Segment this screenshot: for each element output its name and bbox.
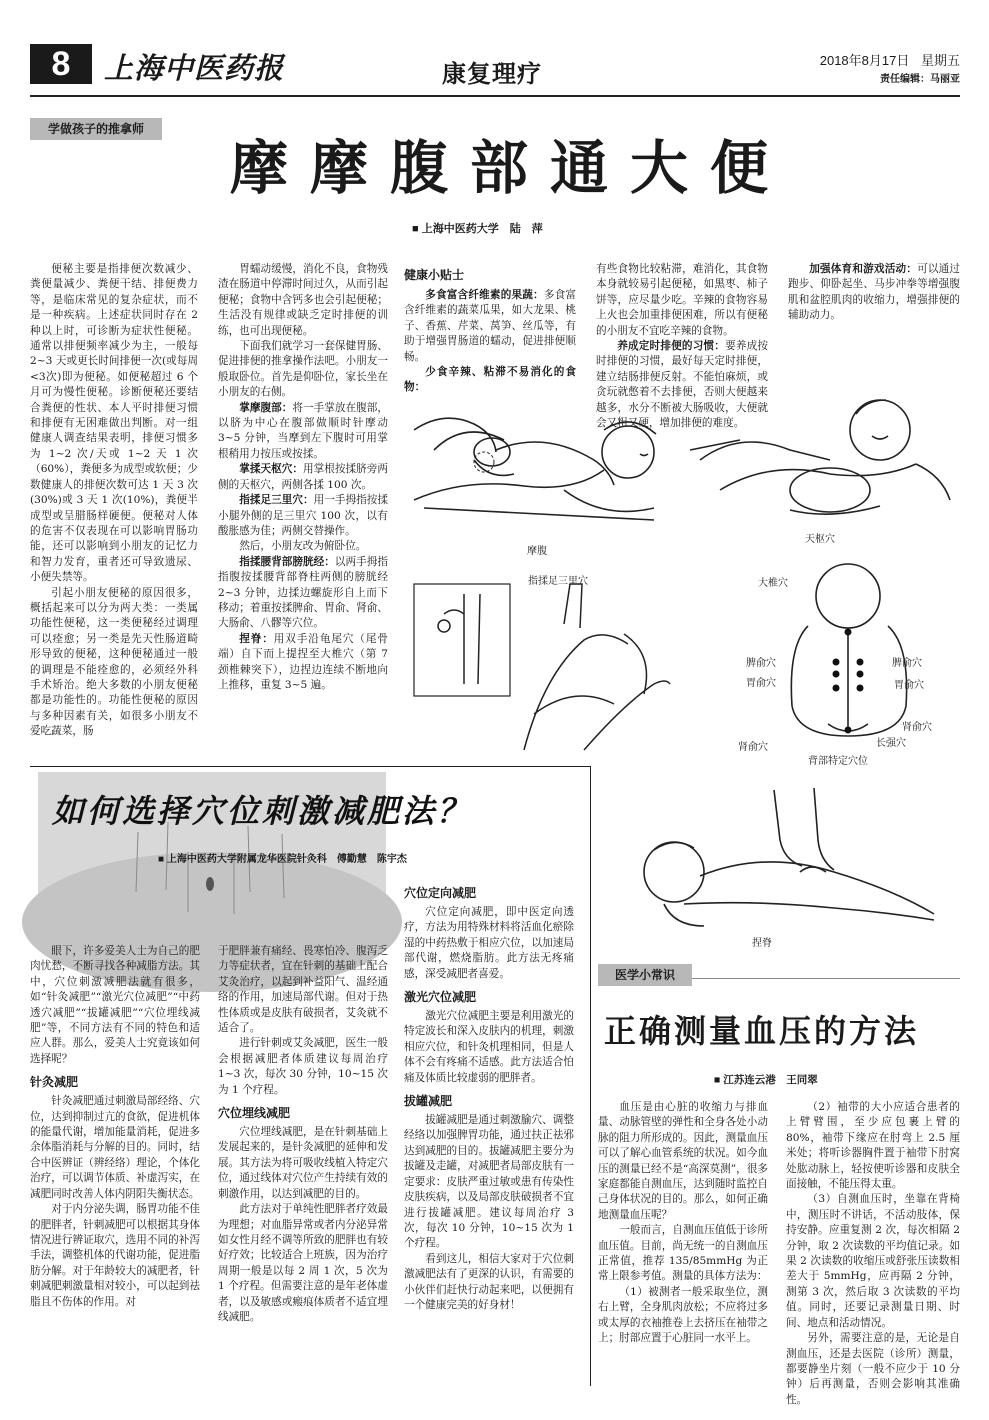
paragraph: 引起小朋友便秘的原因很多，概括起来可以分为两大类：一类属功能性便秘，这一类便秘经过调理可以痊愈；另一类是先天性肠道畸形导致的便秘，这种便秘通过一般的调理是不能痊愈的，必须经外科手术矫治。绝大多数的小朋友便秘都是功能性的。功能性便秘的原因与多种因素有关，如很多小朋友不爱吃蔬菜，肠 bbox=[30, 586, 198, 738]
tips-col1 bbox=[404, 288, 576, 396]
paragraph: 穴位埋线减肥，是在针刺基础上发展起来的，是针灸减肥的延伸和发展。其方法为将可吸收线植入特定穴位，通过线体对穴位产生持续有效的刺激作用，以达到减肥的目的。 bbox=[218, 1126, 388, 1200]
baby-abdomen-illustration bbox=[404, 390, 670, 540]
column-tag: 医学小常识 bbox=[598, 964, 692, 986]
subheading: 穴位埋线减肥 bbox=[218, 1106, 291, 1121]
acupoint-label: 长强穴 bbox=[876, 738, 906, 749]
article-byline: ■ 上海中医药大学 陆 萍 bbox=[412, 223, 543, 235]
tianshu-illustration bbox=[680, 390, 960, 530]
article-title: 摩摩腹部通大便 bbox=[229, 134, 790, 202]
acupoint-label: 大椎穴 bbox=[758, 578, 788, 589]
article-byline: ■ 上海中医药大学附属龙华医院针灸科 傅勤慧 陈宇杰 bbox=[158, 854, 407, 865]
tip-item: 多食富含纤维素的果蔬：多食富含纤维素的蔬菜瓜果，如大龙果、桃子、香蕉、芹菜、莴笋、丝瓜等，有助于增强胃肠道的蠕动，促进排便顺畅。 bbox=[404, 289, 577, 363]
figure-back-acupoints bbox=[728, 556, 960, 766]
article2-col3 bbox=[404, 878, 574, 1313]
paragraph: 对于内分泌失调，肠胃功能不佳的肥胖者，针刺减肥可以根据其身体情况进行辨证取穴，选用不同的补泻手法，调整机体的代谢功能，促进脂肪分解。对于年龄较大的减肥者，针刺减肥刺激量相对较小，可以起到祛脂且不伤体的作用。对 bbox=[30, 1203, 200, 1308]
technique-paragraph: 掌摩腹部：将一手掌放在腹部，以脐为中心在腹部做顺时针摩动 3~5 分钟，当摩到左下腹时可用掌根稍用力按压或按揉。 bbox=[218, 401, 389, 460]
tip-item: 加强体育和游戏活动：可以通过跑步、仰卧起坐、马步冲拳等增强腹肌和盆腔肌肉的收缩力，增强排便的辅助动力。 bbox=[788, 263, 961, 322]
paragraph: 便秘主要是指排便次数减少、粪便量减少、粪便干结、排便费力等，是临床常见的复杂症状，而不是一种疾病。上述症状同时存在 2 种以上时，可诊断为症状性便秘。通常以排便频率减少为主，一般每 2~3 天或更长时间排便一次(或每周<3次)即为便秘。如便秘超过 6 个月可为慢性便秘。诊断便秘还要结合粪便的性状、本人平时排便习惯和排便有无困难做出判断。对一组健康人调查结果表明，排便习惯多为 1~2 次/天或 1~2 天 1 次（60%），粪便多为成型或软便；少数健康人的排便次数可达 1 天 3 次(30%)或 3 天 1 次(10%)，粪便半成型或呈腊肠样硬便。便秘对人体的危害不仅表现在可以影响胃肠功能，还可以影响到小朋友的记忆力和智力发育，重者还可导致遗尿、小便失禁等。 bbox=[30, 263, 198, 584]
section-divider bbox=[30, 766, 590, 767]
figure-caption: 捏脊 bbox=[752, 938, 772, 949]
pinch-spine-illustration bbox=[604, 780, 960, 930]
paragraph: 激光穴位减肥主要是利用激光的特定波长和深入皮肤内的机理，刺激相应穴位，和针灸机理相同，但是人体不会有疼痛不适感。此方法适合怕痛及体质比较虚弱的肥胖者。 bbox=[404, 1010, 574, 1084]
paragraph: 另外，需要注意的是，无论是自测血压，还是去医院（诊所）测量，都要静坐片刻（一般不应少于 10 分钟）后再测量，否则会影响其准确性。 bbox=[786, 1332, 960, 1406]
subheading: 激光穴位减肥 bbox=[404, 990, 477, 1005]
technique-paragraph: 捏脊：用双手沿龟尾穴（尾骨端）自下而上提捏至大椎穴（第 7 颈椎棘突下），边捏边连续不断地向上推移，重复 3~5 遍。 bbox=[218, 632, 389, 691]
article3-col2 bbox=[786, 1100, 960, 1408]
article-title: 如何选择穴位刺激减肥法？ bbox=[52, 792, 473, 830]
page-number: 8 bbox=[30, 44, 92, 84]
paragraph: 针灸减肥通过刺激局部经络、穴位，达到抑制过亢的食欲，促进机体的能量代谢，增加能量消耗，促进多余体脂消耗与分解的目的。同时，结合中医辨证（辨经络）理论，个体化治疗，可以调节体质、补虚泻实，在减肥同时改善人体内阴阳失衡状态。 bbox=[30, 1095, 200, 1200]
column-divider bbox=[590, 766, 591, 1386]
figure-caption: 背部特定穴位 bbox=[808, 756, 868, 767]
figure-zusanli bbox=[404, 564, 674, 750]
subheading: 穴位定向减肥 bbox=[404, 886, 477, 900]
paragraph: 穴位定向减肥，即中医定向透疗，方法为用特殊材料将活血化瘀除湿的中药热敷于相应穴位，以加速局部代谢，燃烧脂肪。此方法无疼痛感，深受减肥者喜爱。 bbox=[404, 906, 574, 980]
figure-tianshu bbox=[680, 390, 960, 550]
paragraph: （3）自测血压时，坐靠在背椅中，测压时不讲话，不活动肢体，保持安静。应重复测 2 次，每次相隔 2 分钟，取 2 次读数的平均值记录。如果 2 次读数的收缩压或舒张压读数相差大于 5mmHg，应再隔 2 分钟，测第 3 次，然后取 3 次读数的平均值。同时，还要记录测量日期、时间、地点和活动情况。 bbox=[786, 1193, 960, 1329]
acupoint-label: 胃俞穴 bbox=[894, 680, 924, 691]
tip-item: 少食辛辣、粘滞不易消化的食物： bbox=[404, 366, 576, 394]
paragraph: （2）袖带的大小应适合患者的上臂臂围，至少应包裹上臂的 80%，袖带下缘应在肘弯上 2.5 厘米处；将听诊器胸件置于袖带下肘窝处肱动脉上，轻按使听诊器和皮肤全面接触，不能压得太重。 bbox=[786, 1101, 960, 1191]
tips-heading: 健康小贴士 bbox=[404, 268, 465, 282]
paragraph: 眼下，许多爱美人士为自己的肥肉忧愁，不断寻找各种减脂方法。其中，穴位刺激减肥法就有很多，如“针灸减肥”“激光穴位减肥”“中药透穴减肥”“拔罐减肥”“穴位埋线减肥”等，不同方法有不同的特色和适应人群。那么，爱美人士究竟该如何选择呢？ bbox=[30, 945, 200, 1065]
tips-box bbox=[404, 262, 961, 430]
technique-paragraph: 掌揉天枢穴：用掌根按揉脐旁两侧的天枢穴，两侧各揉 100 次。 bbox=[218, 463, 389, 491]
acupoint-label: 脾俞穴 bbox=[746, 658, 776, 669]
paragraph: 胃蠕动缓慢，消化不良，食物残渣在肠道中停滞时间过久，从而引起便秘；食物中含钙多也会引起便秘；生活没有规律或缺乏定时排便的训练，也可出现便秘。 bbox=[218, 263, 388, 337]
column-tag: 学做孩子的推拿师 bbox=[30, 118, 162, 140]
subheading: 拔罐减肥 bbox=[404, 1094, 453, 1109]
paragraph: 血压是由心脏的收缩力与排血量、动脉管壁的弹性和全身各处小动脉的阻力所形成的。因此，测量血压可以了解心血管系统的状况。如今血压的测量已经不是“高深莫测”，很多家庭都能自测血压，达到随时监控自己身体状况的目的。那么，如何正确地测量血压呢？ bbox=[598, 1101, 768, 1221]
figure-caption: 指揉足三里穴 bbox=[528, 576, 588, 587]
paragraph: 然后，小朋友改为俯卧位。 bbox=[239, 540, 367, 553]
acupoint-label: 肾俞穴 bbox=[902, 722, 932, 733]
article-title: 正确测量血压的方法 bbox=[604, 1012, 920, 1050]
paragraph: 一般而言，自测血压值低于诊所血压值。目前，尚无统一的自测血压正常值，推荐 135/85mmHg 为正常上限参考值。测量的具体方法为： bbox=[598, 1224, 768, 1283]
article2-col2 bbox=[218, 944, 388, 1325]
figure-abdominal-massage bbox=[404, 390, 670, 560]
acupoint-label: 胃俞穴 bbox=[746, 678, 776, 689]
editor-credit: 责任编辑：马丽亚 bbox=[880, 74, 960, 85]
figure-pinch-spine bbox=[604, 780, 960, 954]
article3-col1 bbox=[598, 1100, 768, 1347]
tip-item: 养成定时排便的习惯：要养成按时排便的习惯，最好每天定时排便，建立结肠排便反射。不能怕麻烦，或贪玩就憋着不去排便，否则大便越来越多，水分不断被大肠吸收，大便就会又粗又硬，增加排便的难度。 bbox=[596, 340, 769, 430]
acupoint-label: 脾俞穴 bbox=[892, 658, 922, 669]
tip-item: 有些食物比较粘滞，难消化，其食物本身就较易引起便秘，如黑枣、柿子饼等，应尽量少吃。辛辣的食物容易上火也会加重排便困难，所以有便秘的小朋友不宜吃辛辣的食物。 bbox=[596, 263, 768, 337]
issue-date bbox=[820, 50, 960, 69]
paragraph: 进行针刺或艾灸减肥，医生一般会根据减肥者体质建议每周治疗 1~3 次，每次 30 分钟，10~15 次为 1 个疗程。 bbox=[218, 1037, 388, 1096]
figure-caption: 天枢穴 bbox=[805, 534, 835, 545]
paragraph: （1）被测者一般采取坐位，测右上臂，全身肌肉放松；不应将过多或太厚的衣袖推卷上去挤压在袖带之上；肘部应置于心脏同一水平上。 bbox=[598, 1285, 768, 1345]
masthead-rule bbox=[30, 95, 960, 97]
acupoint-label: 肾俞穴 bbox=[738, 742, 768, 753]
leg-acupressure-illustration bbox=[404, 564, 674, 750]
article1-col2 bbox=[218, 262, 388, 693]
paragraph: 拔罐减肥是通过刺激腧穴、调整经络以加强脾胃功能，通过扶正祛邪达到减肥的目的。拔罐减肥主要分为拔罐及走罐，对减肥者局部皮肤有一定要求：皮肤严重过敏或患有传染性皮肤疾病，以及局部皮肤破损者不宜进行拔罐减肥。建议每周治疗 3 次，每次 10 分钟，10~15 次为 1 个疗程。 bbox=[404, 1114, 574, 1250]
subheading: 针灸减肥 bbox=[30, 1075, 79, 1090]
paragraph: 下面我们就学习一套保健胃肠、促进排便的推拿操作法吧。小朋友一般取卧位。首先是仰卧位，家长坐在小朋友的右侧。 bbox=[218, 340, 388, 399]
section-name: 康复理疗 bbox=[442, 61, 542, 88]
article1-col1 bbox=[30, 262, 198, 740]
paragraph: 于肥胖兼有痛经、畏寒怕冷、腹泻乏力等症状者，宜在针刺的基础上配合艾灸治疗，以起到补益阳气、温经通络的作用，加速局部代谢。但对于热性体质或是皮肤有破损者，艾灸就不适合了。 bbox=[218, 945, 388, 1035]
technique-paragraph: 指揉足三里穴：用一手拇指按揉小腿外侧的足三里穴 100 次，以有酸胀感为佳；两侧交替操作。 bbox=[218, 494, 389, 537]
paragraph: 此方法对于单纯性肥胖者疗效最为理想；对血脂异常或者内分泌异常如女性月经不调等所致的肥胖也有较好疗效；比较适合上班族，因为治疗周期一般是以每 2 周 1 次，5 次为 1 个疗程。但需要注意的是年老体虚者，以及敏感或瘢痕体质者不适宜埋线减肥。 bbox=[218, 1203, 388, 1323]
date: 2018年8月17日 bbox=[819, 53, 910, 68]
weekday: 星期五 bbox=[920, 53, 960, 68]
article2-col1 bbox=[30, 944, 200, 1310]
technique-paragraph: 指揉腰背部膀胱经：以两手拇指指腹按揉腰背部脊柱两侧的膀胱经 2~3 分钟，边揉边螺旋形自上而下移动；着重按揉脾俞、胃俞、肾俞、大肠俞、八髎等穴位。 bbox=[218, 555, 389, 630]
tips-col3 bbox=[788, 262, 960, 324]
masthead bbox=[30, 42, 960, 94]
paper-name: 上海中医药报 bbox=[104, 51, 285, 85]
figure-caption: 摩腹 bbox=[527, 546, 547, 557]
article-byline: ■ 江苏连云港 王同翠 bbox=[714, 1074, 818, 1086]
paragraph: 看到这儿，相信大家对于穴位刺激减肥法有了更深的认识，有需要的小伙伴们赶快行动起来吧，以便拥有一个健康完美的好身材！ bbox=[404, 1252, 574, 1311]
